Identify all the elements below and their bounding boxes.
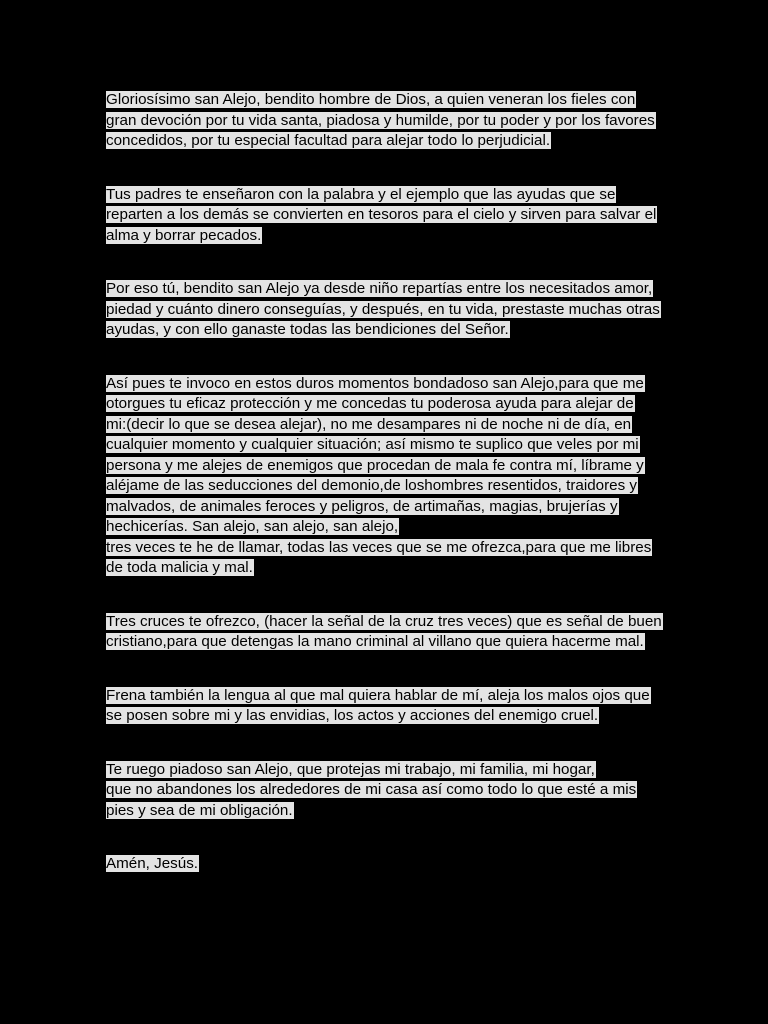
highlighted-text: otorgues tu eficaz protección y me concedas tu poderosa ayuda para alejar de bbox=[106, 395, 634, 412]
text-line bbox=[106, 279, 666, 300]
paragraph-home bbox=[106, 760, 666, 822]
text-line bbox=[106, 612, 666, 633]
paragraph-parents bbox=[106, 185, 666, 247]
text-line bbox=[106, 558, 666, 579]
text-line bbox=[106, 111, 666, 132]
text-line bbox=[106, 456, 666, 477]
highlighted-text: que no abandones los alrededores de mi casa así como todo lo que esté a mis bbox=[106, 781, 637, 798]
highlighted-text: de toda malicia y mal. bbox=[106, 559, 253, 576]
highlighted-text: Amén, Jesús. bbox=[106, 855, 199, 872]
paragraph-childhood bbox=[106, 279, 666, 341]
text-line bbox=[106, 538, 666, 559]
text-line bbox=[106, 476, 666, 497]
paragraph-crosses bbox=[106, 612, 666, 653]
highlighted-text: concedidos, por tu especial facultad para alejar todo lo perjudicial. bbox=[106, 132, 551, 149]
text-line bbox=[106, 854, 666, 875]
text-line bbox=[106, 394, 666, 415]
text-line bbox=[106, 706, 666, 727]
text-line bbox=[106, 320, 666, 341]
highlighted-text: Frena también la lengua al que mal quiera hablar de mí, aleja los malos ojos que bbox=[106, 686, 650, 704]
highlighted-text: persona y me alejes de enemigos que procedan de mala fe contra mí, líbrame y bbox=[106, 456, 644, 474]
paragraph-tongue bbox=[106, 686, 666, 727]
highlighted-text: mi:(decir lo que se desea alejar), no me desampares ni de noche ni de día, en bbox=[106, 415, 632, 433]
highlighted-text: cualquier momento y cualquier situación; así mismo te suplico que veles por mi bbox=[106, 436, 639, 453]
highlighted-text: Tres cruces te ofrezco, (hacer la señal de la cruz tres veces) que es señal de buen bbox=[106, 612, 662, 630]
text-line bbox=[106, 517, 666, 538]
highlighted-text: pies y sea de mi obligación. bbox=[106, 801, 293, 819]
highlighted-text: se posen sobre mi y las envidias, los actos y acciones del enemigo cruel. bbox=[106, 707, 599, 724]
highlighted-text: alma y borrar pecados. bbox=[106, 226, 262, 244]
text-line bbox=[106, 760, 666, 781]
highlighted-text: Te ruego piadoso san Alejo, que protejas mi trabajo, mi familia, mi hogar, bbox=[106, 760, 595, 778]
highlighted-text: piedad y cuánto dinero conseguías, y después, en tu vida, prestaste muchas otras bbox=[106, 300, 660, 318]
highlighted-text: malvados, de animales feroces y peligros, de artimañas, magias, brujerías y bbox=[106, 497, 618, 515]
highlighted-text: Por eso tú, bendito san Alejo ya desde niño repartías entre los necesitados amor, bbox=[106, 280, 653, 297]
highlighted-text: tres veces te he de llamar, todas las veces que se me ofrezca,para que me libres bbox=[106, 538, 652, 556]
text-line bbox=[106, 497, 666, 518]
highlighted-text: Gloriosísimo san Alejo, bendito hombre de Dios, a quien veneran los fieles con bbox=[106, 91, 636, 108]
text-line bbox=[106, 435, 666, 456]
highlighted-text: reparten a los demás se convierten en tesoros para el cielo y sirven para salvar el bbox=[106, 206, 657, 223]
text-line bbox=[106, 205, 666, 226]
paragraph-closing bbox=[106, 854, 666, 875]
text-line bbox=[106, 90, 666, 111]
text-line bbox=[106, 374, 666, 395]
paragraph-invocation bbox=[106, 90, 666, 152]
highlighted-text: gran devoción por tu vida santa, piadosa y humilde, por tu poder y por los favores bbox=[106, 111, 655, 129]
highlighted-text: hechicerías. San alejo, san alejo, san alejo, bbox=[106, 518, 399, 535]
highlighted-text: aléjame de las seducciones del demonio,de loshombres resentidos, traidores y bbox=[106, 477, 638, 494]
text-line bbox=[106, 226, 666, 247]
text-line bbox=[106, 801, 666, 822]
text-line bbox=[106, 131, 666, 152]
highlighted-text: Así pues te invoco en estos duros momentos bondadoso san Alejo,para que me bbox=[106, 374, 644, 392]
highlighted-text: ayudas, y con ello ganaste todas las bendiciones del Señor. bbox=[106, 321, 509, 338]
text-line bbox=[106, 185, 666, 206]
text-line bbox=[106, 300, 666, 321]
document-body bbox=[106, 90, 666, 875]
highlighted-text: cristiano,para que detengas la mano criminal al villano que quiera hacerme mal. bbox=[106, 633, 644, 650]
text-line bbox=[106, 780, 666, 801]
text-line bbox=[106, 632, 666, 653]
text-line bbox=[106, 415, 666, 436]
paragraph-petition bbox=[106, 374, 666, 579]
text-line bbox=[106, 686, 666, 707]
highlighted-text: Tus padres te enseñaron con la palabra y el ejemplo que las ayudas que se bbox=[106, 185, 616, 203]
